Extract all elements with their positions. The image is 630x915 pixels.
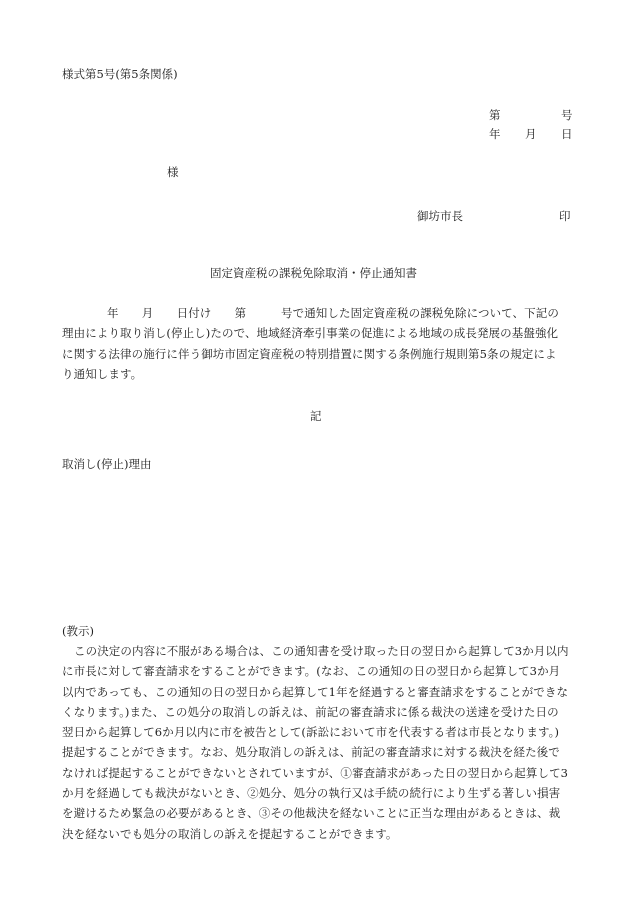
notice-line: か月を経過しても裁決がないとき、②処分、処分の執行又は手続の続行により生ずる著しい損害: [62, 786, 561, 801]
document-title: 固定資産税の課税免除取消・停止通知書: [210, 266, 417, 280]
notice-line: くなります。)また、この処分の取消しの訴えは、前記の審査請求に係る裁決の送達を受けた日の: [62, 704, 559, 719]
notice-line: この決定の内容に不服がある場合は、この通知書を受け取った日の翌日から起算して3か月以内: [74, 644, 569, 658]
body-line: に関する法律の施行に伴う御坊市固定資産税の特別措置に関する条例施行規則第5条の規定によ: [62, 346, 557, 361]
notice-line: 決を経ないでも処分の取消しの訴えを提起することができます。: [62, 826, 398, 841]
form-label: 様式第5号(第5条関係): [62, 67, 178, 81]
issuer-title: 御坊市長: [417, 209, 463, 223]
notice-line: 翌日から起算して6か月以内に市を被告として(訴訟において市を代表する者は市長となります。): [62, 725, 560, 740]
ki-marker: 記: [310, 409, 322, 423]
addressee-honorific: 様: [167, 165, 179, 179]
date-year: 年: [489, 127, 501, 141]
body-line: り通知します。: [62, 366, 143, 381]
notice-line: に市長に対して審査請求をすることができます。(なお、この通知の日の翌日から起算して3か月: [62, 664, 561, 679]
issuer-seal: 印: [559, 209, 571, 223]
notice-line: を避けるため緊急の必要があるとき、③その他裁決を経ないことに正当な理由があるときは、裁: [62, 806, 561, 821]
reason-heading: 取消し(停止)理由: [62, 457, 152, 471]
doc-number-prefix: 第: [489, 108, 501, 122]
body-line: 年 月 日付け 第 号で通知した固定資産税の課税免除について、下記の: [107, 306, 559, 320]
notice-heading: (教示): [62, 624, 94, 638]
date-month: 月: [525, 127, 537, 141]
body-line: 理由により取り消し(停止し)たので、地域経済牽引事業の促進による地域の成長発展の基盤強化: [62, 326, 559, 341]
notice-paragraph: [62, 641, 570, 844]
notice-line: 以内であっても、この通知の日の翌日から起算して1年を経過すると審査請求をすることができな: [62, 684, 569, 699]
date-day: 日: [561, 127, 573, 141]
notice-line: 提起することができます。なお、処分取消しの訴えは、前記の審査請求に対する裁決を経た後で: [62, 745, 560, 760]
notice-line: なければ提起することができないとされていますが、①審査請求があった日の翌日から起算して3: [62, 765, 569, 780]
body-paragraph: [62, 303, 570, 384]
doc-number-suffix: 号: [561, 108, 573, 122]
